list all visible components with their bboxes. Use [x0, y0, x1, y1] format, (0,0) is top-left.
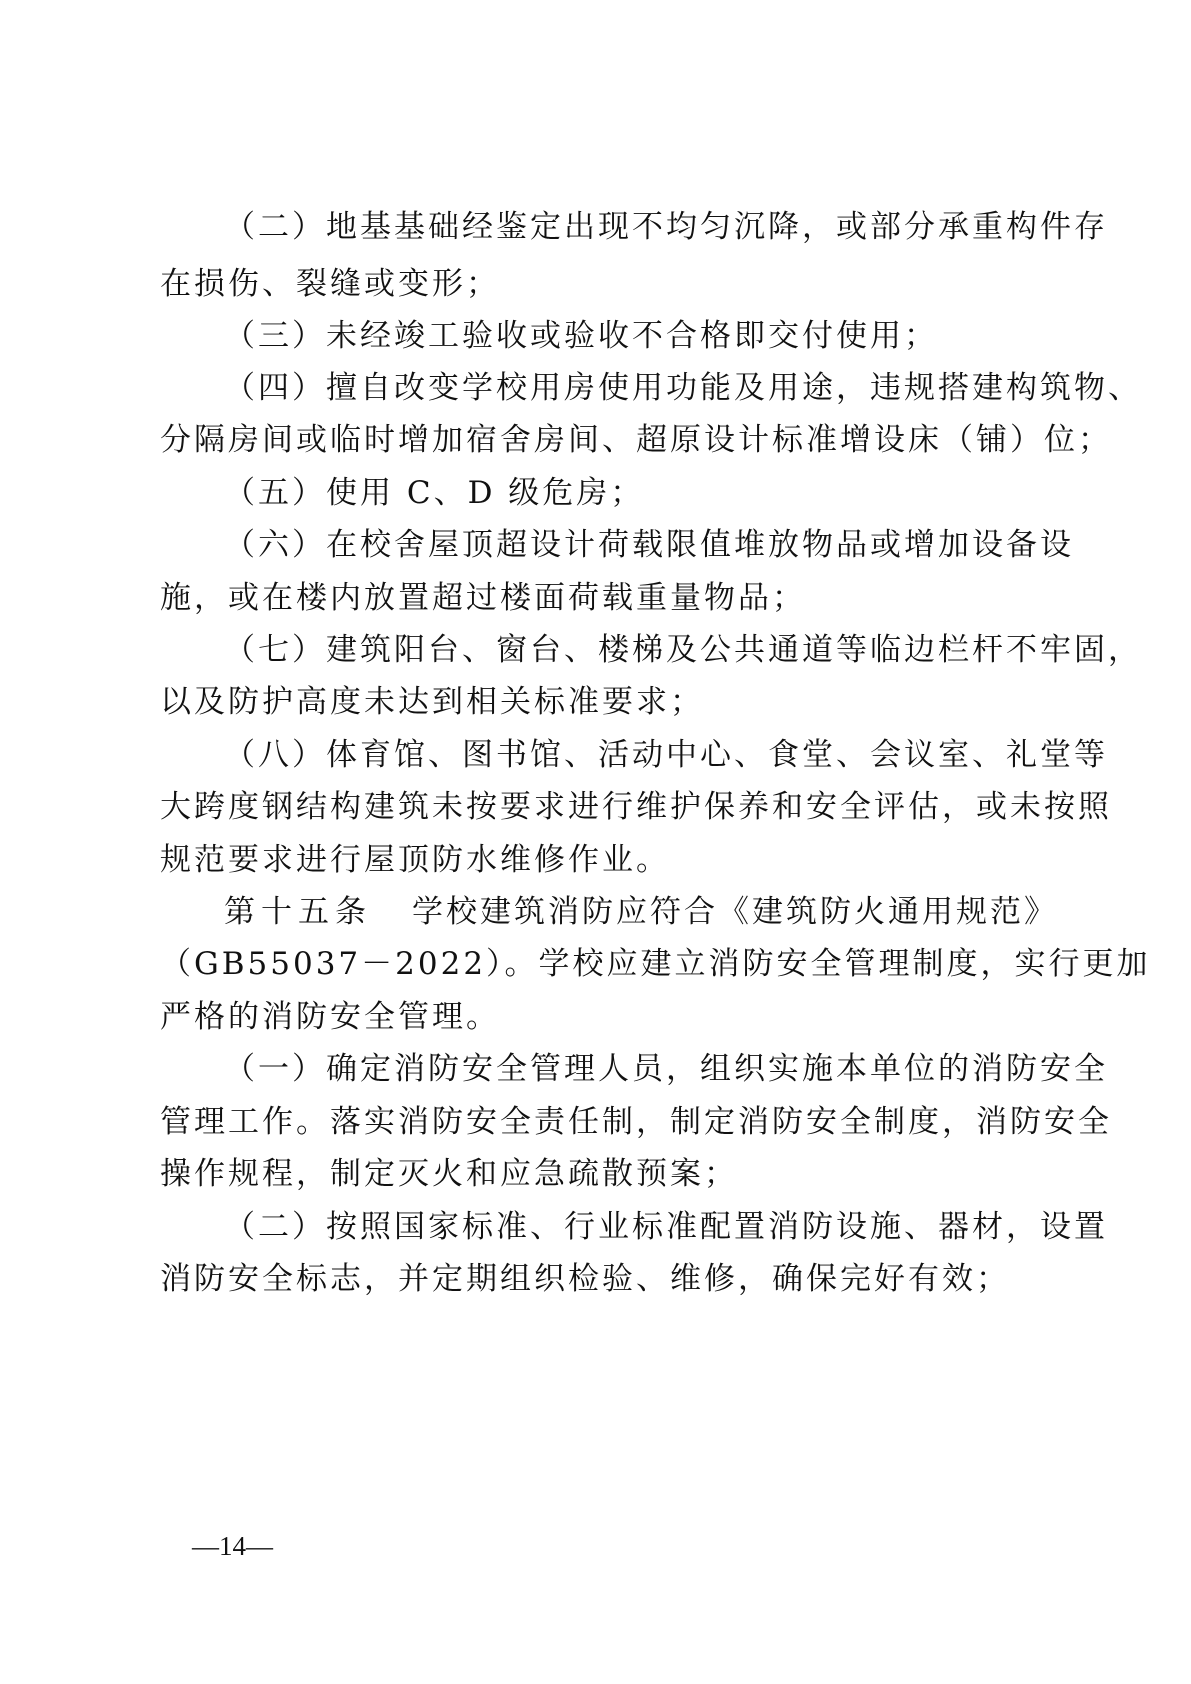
paragraph-line: （三）未经竣工验收或验收不合格即交付使用； — [224, 318, 938, 354]
paragraph-line: （二）按照国家标准、行业标准配置消防设施、器材，设置 — [224, 1209, 1108, 1245]
article-text: 学校建筑消防应符合《建筑防火通用规范》 — [412, 894, 1058, 930]
paragraph-line: （GB55037－2022）。学校应建立消防安全管理制度，实行更加 — [160, 946, 1151, 982]
paragraph-line: 管理工作。落实消防安全责任制，制定消防安全制度，消防安全 — [160, 1104, 1112, 1140]
paragraph-line: 在损伤、裂缝或变形； — [160, 266, 500, 302]
paragraph-line: （五）使用 C、D 级危房； — [224, 475, 645, 511]
paragraph-line: 消防安全标志，并定期组织检验、维修，确保完好有效； — [160, 1261, 1010, 1297]
paragraph-line: 严格的消防安全管理。 — [160, 999, 500, 1035]
paragraph-line: 规范要求进行屋顶防水维修作业。 — [160, 842, 670, 878]
paragraph-line: （六）在校舍屋顶超设计荷载限值堆放物品或增加设备设 — [224, 527, 1074, 563]
article-heading-line — [224, 890, 1058, 934]
paragraph-line: 施，或在楼内放置超过楼面荷载重量物品； — [160, 580, 806, 616]
page-number: —14— — [192, 1531, 273, 1561]
paragraph-line: 大跨度钢结构建筑未按要求进行维护保养和安全评估，或未按照 — [160, 789, 1112, 825]
paragraph-line: 分隔房间或临时增加宿舍房间、超原设计标准增设床（铺）位； — [160, 422, 1112, 458]
paragraph-line: （四）擅自改变学校用房使用功能及用途，违规搭建构筑物、 — [224, 370, 1142, 406]
paragraph-line: （二）地基基础经鉴定出现不均匀沉降，或部分承重构件存 — [224, 209, 1108, 245]
paragraph-line: （八）体育馆、图书馆、活动中心、食堂、会议室、礼堂等 — [224, 737, 1108, 773]
paragraph-line: （一）确定消防安全管理人员，组织实施本单位的消防安全 — [224, 1051, 1108, 1087]
paragraph-line: （七）建筑阳台、窗台、楼梯及公共通道等临边栏杆不牢固， — [224, 632, 1142, 668]
paragraph-line: 操作规程，制定灭火和应急疏散预案； — [160, 1156, 738, 1192]
paragraph-line: 以及防护高度未达到相关标准要求； — [160, 684, 704, 720]
article-number: 第十五条 — [224, 894, 372, 930]
